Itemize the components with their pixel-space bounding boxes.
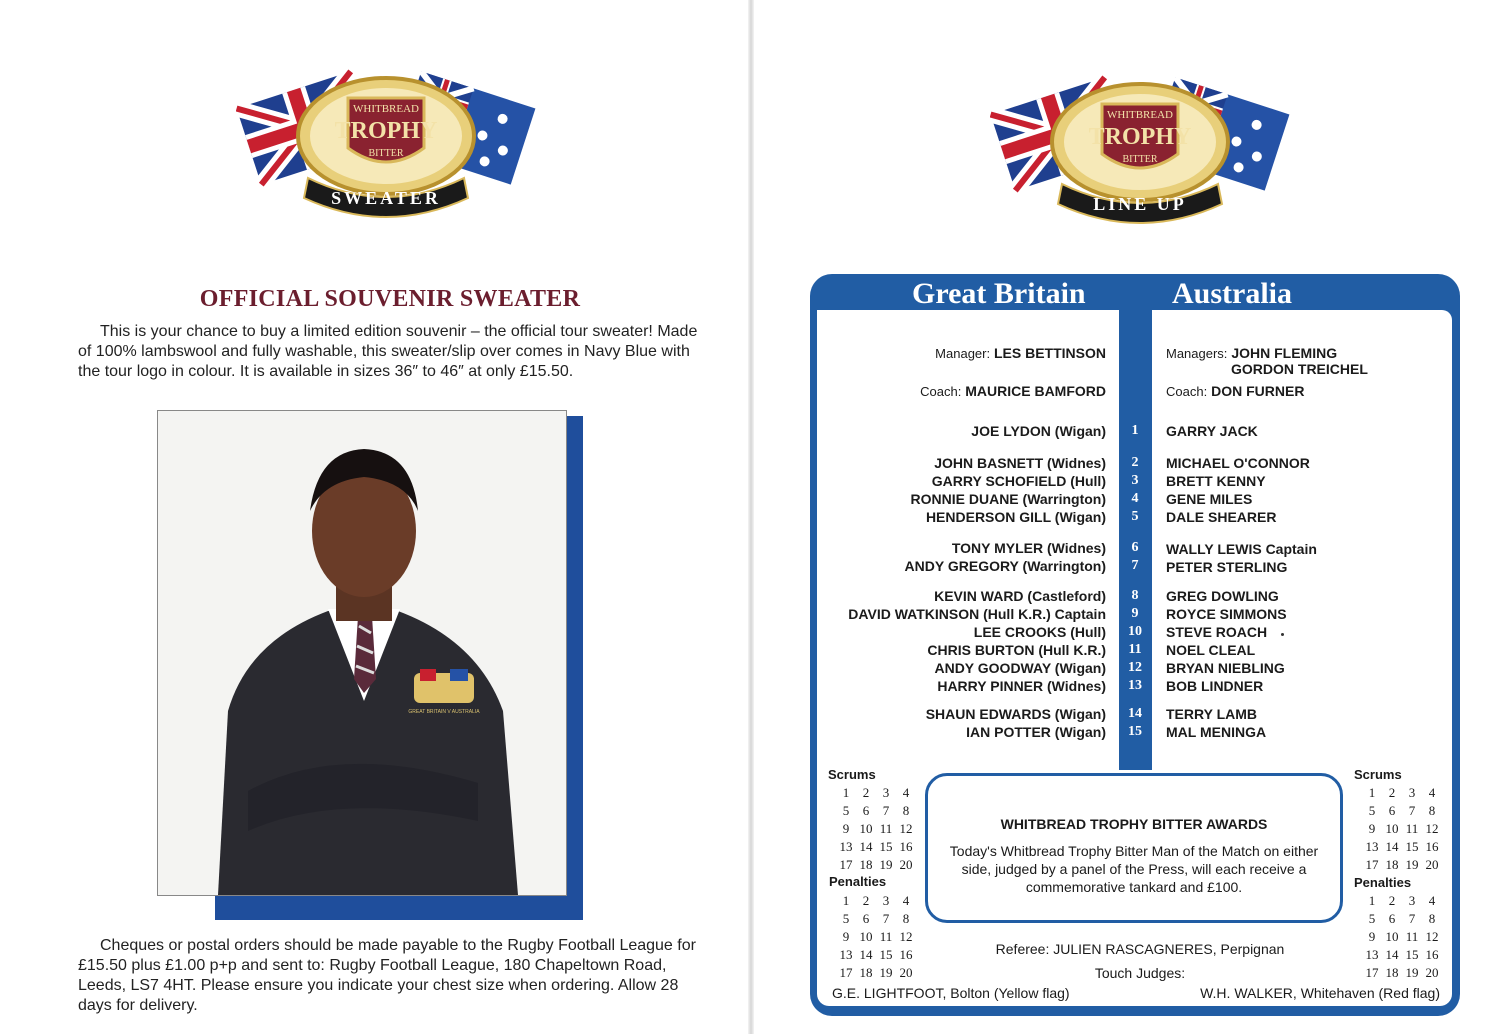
au-player: ROYCE SIMMONS bbox=[1166, 606, 1287, 622]
tally-number[interactable]: 6 bbox=[862, 911, 870, 926]
tally-number[interactable]: 5 bbox=[1368, 911, 1376, 926]
team-australia-title: Australia bbox=[1172, 277, 1292, 310]
au-manager-2: GORDON TREICHEL bbox=[1231, 361, 1368, 377]
gb-player: JOHN BASNETT (Widnes) bbox=[934, 455, 1106, 471]
tally-number[interactable]: 13 bbox=[839, 839, 853, 854]
tally-row bbox=[1362, 803, 1442, 819]
tally-number[interactable]: 2 bbox=[1388, 893, 1396, 908]
tally-row bbox=[1362, 821, 1442, 837]
shirt-number: 9 bbox=[1131, 606, 1139, 621]
tally-number[interactable]: 14 bbox=[1385, 947, 1399, 962]
tally-number[interactable]: 16 bbox=[1425, 947, 1439, 962]
tally-number[interactable]: 15 bbox=[1405, 839, 1419, 854]
tally-number[interactable]: 3 bbox=[1408, 785, 1416, 800]
tally-number[interactable]: 14 bbox=[859, 839, 873, 854]
tally-number[interactable]: 3 bbox=[1408, 893, 1416, 908]
right-scrums-label: Scrums bbox=[1354, 767, 1402, 782]
svg-text:WHITBREAD: WHITBREAD bbox=[1107, 109, 1173, 121]
tally-number[interactable]: 5 bbox=[842, 803, 850, 818]
touch-judge-left: G.E. LIGHTFOOT, Bolton (Yellow flag) bbox=[832, 985, 1070, 1001]
svg-text:TROPHY: TROPHY bbox=[334, 118, 438, 144]
tally-number[interactable]: 11 bbox=[879, 929, 893, 944]
tally-number[interactable]: 2 bbox=[862, 785, 870, 800]
tally-row bbox=[836, 839, 916, 855]
tally-number[interactable]: 19 bbox=[879, 857, 893, 872]
left-penalties-label: Penalties bbox=[829, 874, 887, 889]
tally-number[interactable]: 10 bbox=[859, 821, 873, 836]
tally-number[interactable]: 10 bbox=[1385, 821, 1399, 836]
tally-number[interactable]: 12 bbox=[899, 929, 913, 944]
shirt-number: 7 bbox=[1131, 558, 1139, 573]
tally-row bbox=[1362, 965, 1442, 981]
tally-number[interactable]: 18 bbox=[859, 857, 873, 872]
tally-number[interactable]: 12 bbox=[899, 821, 913, 836]
tally-number[interactable]: 8 bbox=[902, 803, 910, 818]
tally-number[interactable]: 8 bbox=[1428, 803, 1436, 818]
tally-row bbox=[1362, 785, 1442, 801]
order-instructions: Cheques or postal orders should be made payable to the Rugby Football League for £15.50 plus £1.00 p+p and sent to: Rugby Football League, 180 Chapeltown Road, Leeds, LS7 4HT. Please ensure you indicate your chest size when ordering. Allow 28 days for delivery. bbox=[78, 937, 696, 1014]
awards-body: Today's Whitbread Trophy Bitter Man of the Match on either side, judged by a panel of the Press, will each receive a commemorative tankard and £100. bbox=[949, 843, 1319, 895]
shirt-number: 4 bbox=[1131, 491, 1139, 506]
tally-number[interactable]: 1 bbox=[1368, 893, 1376, 908]
tally-row bbox=[836, 857, 916, 873]
stray-dot-mark bbox=[1281, 633, 1284, 636]
tally-row bbox=[1362, 893, 1442, 909]
tally-number[interactable]: 9 bbox=[1368, 929, 1376, 944]
tally-number[interactable]: 5 bbox=[1368, 803, 1376, 818]
tally-number[interactable]: 12 bbox=[1425, 929, 1439, 944]
tally-row bbox=[1362, 947, 1442, 963]
tally-number[interactable]: 16 bbox=[899, 839, 913, 854]
tally-number[interactable]: 17 bbox=[839, 965, 853, 980]
tally-number[interactable]: 4 bbox=[902, 893, 910, 908]
au-player: GARRY JACK bbox=[1166, 423, 1258, 439]
tally-number[interactable]: 1 bbox=[842, 785, 850, 800]
gb-manager: Manager: LES BETTINSON bbox=[935, 345, 1106, 361]
tally-number[interactable]: 4 bbox=[1428, 785, 1436, 800]
tally-number[interactable]: 8 bbox=[1428, 911, 1436, 926]
touch-judge-right: W.H. WALKER, Whitehaven (Red flag) bbox=[1200, 985, 1440, 1001]
tally-number[interactable]: 8 bbox=[902, 911, 910, 926]
tally-number[interactable]: 20 bbox=[899, 857, 913, 872]
tally-number[interactable]: 13 bbox=[839, 947, 853, 962]
gb-player: KEVIN WARD (Castleford) bbox=[934, 588, 1106, 604]
tally-number[interactable]: 20 bbox=[1425, 965, 1439, 980]
tally-number[interactable]: 20 bbox=[1425, 857, 1439, 872]
tally-number[interactable]: 19 bbox=[1405, 857, 1419, 872]
shirt-number: 10 bbox=[1128, 624, 1142, 639]
touch-judges-label: Touch Judges: bbox=[1094, 965, 1186, 981]
au-player: BRYAN NIEBLING bbox=[1166, 660, 1285, 676]
svg-text:SWEATER: SWEATER bbox=[331, 188, 441, 208]
gb-player: CHRIS BURTON (Hull K.R.) bbox=[927, 642, 1106, 658]
tally-number[interactable]: 11 bbox=[879, 821, 893, 836]
svg-text:GREAT BRITAIN V AUSTRALIA: GREAT BRITAIN V AUSTRALIA bbox=[408, 709, 480, 715]
tally-number[interactable]: 19 bbox=[879, 965, 893, 980]
shirt-number: 14 bbox=[1128, 706, 1142, 721]
tally-number[interactable]: 7 bbox=[882, 803, 890, 818]
gb-player: ANDY GOODWAY (Wigan) bbox=[934, 660, 1106, 676]
shirt-number: 3 bbox=[1131, 473, 1139, 488]
au-player: PETER STERLING bbox=[1166, 559, 1288, 575]
gb-player: TONY MYLER (Widnes) bbox=[951, 540, 1106, 556]
svg-text:LINE UP: LINE UP bbox=[1093, 194, 1187, 214]
tally-number[interactable]: 15 bbox=[879, 947, 893, 962]
tally-number[interactable]: 18 bbox=[1385, 965, 1399, 980]
tally-number[interactable]: 6 bbox=[1388, 911, 1396, 926]
au-player: STEVE ROACH bbox=[1166, 624, 1268, 640]
gb-player: DAVID WATKINSON (Hull K.R.) Captain bbox=[848, 606, 1106, 622]
tally-number[interactable]: 9 bbox=[1368, 821, 1376, 836]
tally-number[interactable]: 17 bbox=[839, 857, 853, 872]
tally-number[interactable]: 14 bbox=[859, 947, 873, 962]
page-title: OFFICIAL SOUVENIR SWEATER bbox=[199, 286, 581, 312]
tally-number[interactable]: 20 bbox=[899, 965, 913, 980]
shirt-number: 8 bbox=[1131, 588, 1139, 603]
tally-number[interactable]: 17 bbox=[1365, 965, 1379, 980]
tally-number[interactable]: 11 bbox=[1405, 929, 1419, 944]
gb-player: GARRY SCHOFIELD (Hull) bbox=[931, 473, 1106, 489]
shirt-number: 12 bbox=[1128, 660, 1142, 675]
gb-player: RONNIE DUANE (Warrington) bbox=[910, 491, 1106, 507]
svg-text:BITTER: BITTER bbox=[1122, 154, 1158, 165]
au-player: DALE SHEARER bbox=[1166, 509, 1277, 525]
svg-text:WHITBREAD: WHITBREAD bbox=[353, 103, 419, 115]
shirt-number: 11 bbox=[1128, 642, 1142, 657]
au-coach: Coach: DON FURNER bbox=[1166, 383, 1305, 399]
tally-row bbox=[1362, 857, 1442, 873]
tally-number[interactable]: 5 bbox=[842, 911, 850, 926]
tally-row bbox=[836, 803, 916, 819]
svg-text:BITTER: BITTER bbox=[368, 148, 404, 159]
tally-number[interactable]: 6 bbox=[862, 803, 870, 818]
awards-title: WHITBREAD TROPHY BITTER AWARDS bbox=[1000, 816, 1268, 832]
gb-player: IAN POTTER (Wigan) bbox=[966, 724, 1106, 740]
shirt-number: 15 bbox=[1128, 724, 1142, 739]
lineup-badge-logo bbox=[990, 64, 1290, 234]
sweater-badge-logo bbox=[236, 58, 536, 228]
gb-player: HARRY PINNER (Widnes) bbox=[937, 678, 1106, 694]
tally-row bbox=[836, 965, 916, 981]
tally-number[interactable]: 3 bbox=[882, 893, 890, 908]
tally-number[interactable]: 1 bbox=[842, 893, 850, 908]
gb-coach: Coach: MAURICE BAMFORD bbox=[920, 383, 1106, 399]
gb-player: JOE LYDON (Wigan) bbox=[971, 423, 1106, 439]
tally-number[interactable]: 15 bbox=[1405, 947, 1419, 962]
gb-player: ANDY GREGORY (Warrington) bbox=[904, 558, 1106, 574]
tally-number[interactable]: 4 bbox=[902, 785, 910, 800]
tally-row bbox=[836, 785, 916, 801]
au-player: WALLY LEWIS Captain bbox=[1166, 541, 1317, 557]
tally-number[interactable]: 12 bbox=[1425, 821, 1439, 836]
shirt-number: 13 bbox=[1128, 678, 1142, 693]
tally-number[interactable]: 4 bbox=[1428, 893, 1436, 908]
au-player: BOB LINDNER bbox=[1166, 678, 1264, 694]
right-penalties-label: Penalties bbox=[1354, 875, 1412, 890]
sweater-model-photo bbox=[157, 410, 567, 896]
tally-number[interactable]: 7 bbox=[1408, 911, 1416, 926]
gb-player: HENDERSON GILL (Wigan) bbox=[925, 509, 1106, 525]
tally-number[interactable]: 15 bbox=[879, 839, 893, 854]
au-player: GREG DOWLING bbox=[1166, 588, 1279, 604]
tally-number[interactable]: 14 bbox=[1385, 839, 1399, 854]
tally-row bbox=[836, 911, 916, 927]
tally-number[interactable]: 7 bbox=[882, 911, 890, 926]
tally-number[interactable]: 13 bbox=[1365, 839, 1379, 854]
gb-player: SHAUN EDWARDS (Wigan) bbox=[925, 706, 1106, 722]
au-player: NOEL CLEAL bbox=[1166, 642, 1256, 658]
left-scrums-label: Scrums bbox=[828, 767, 876, 782]
au-player: BRETT KENNY bbox=[1166, 473, 1266, 489]
shirt-number: 2 bbox=[1131, 455, 1139, 470]
au-player: MICHAEL O'CONNOR bbox=[1166, 455, 1310, 471]
au-managers: Managers: JOHN FLEMING bbox=[1166, 345, 1338, 361]
tally-number[interactable]: 10 bbox=[1385, 929, 1399, 944]
shirt-number: 6 bbox=[1131, 540, 1139, 555]
awards-box bbox=[925, 773, 1343, 923]
tally-number[interactable]: 2 bbox=[1388, 785, 1396, 800]
tally-row bbox=[1362, 839, 1442, 855]
sweater-crest-icon bbox=[414, 669, 474, 703]
tally-number[interactable]: 18 bbox=[859, 965, 873, 980]
shirt-number: 5 bbox=[1131, 509, 1139, 524]
tally-row bbox=[836, 929, 916, 945]
au-player: MAL MENINGA bbox=[1166, 724, 1267, 740]
tally-row bbox=[1362, 929, 1442, 945]
au-player: GENE MILES bbox=[1166, 491, 1253, 507]
tally-number[interactable]: 17 bbox=[1365, 857, 1379, 872]
tally-row bbox=[836, 947, 916, 963]
page-gutter bbox=[748, 0, 754, 1034]
tally-number[interactable]: 16 bbox=[1425, 839, 1439, 854]
tally-number[interactable]: 9 bbox=[842, 929, 850, 944]
tally-row bbox=[1362, 911, 1442, 927]
shirt-number: 1 bbox=[1131, 423, 1139, 438]
au-player: TERRY LAMB bbox=[1166, 706, 1257, 722]
referee: Referee: JULIEN RASCAGNERES, Perpignan bbox=[995, 941, 1285, 957]
tally-number[interactable]: 6 bbox=[1388, 803, 1396, 818]
tally-number[interactable]: 10 bbox=[859, 929, 873, 944]
tally-number[interactable]: 9 bbox=[842, 821, 850, 836]
gb-player: LEE CROOKS (Hull) bbox=[973, 624, 1106, 640]
tally-number[interactable]: 7 bbox=[1408, 803, 1416, 818]
sweater-description: This is your chance to buy a limited edition souvenir – the official tour sweater! Made of 100% lambswool and fully washable, this sweater/slip over comes in Navy Blue with the tour logo in colour. It is available in sizes 36″ to 46″ at only £15.50. bbox=[78, 323, 698, 380]
svg-text:TROPHY: TROPHY bbox=[1088, 124, 1192, 150]
tally-number[interactable]: 2 bbox=[862, 893, 870, 908]
tally-number[interactable]: 19 bbox=[1405, 965, 1419, 980]
tally-row bbox=[836, 893, 916, 909]
tally-number[interactable]: 18 bbox=[1385, 857, 1399, 872]
tally-row bbox=[836, 821, 916, 837]
tally-number[interactable]: 1 bbox=[1368, 785, 1376, 800]
tally-number[interactable]: 13 bbox=[1365, 947, 1379, 962]
tally-number[interactable]: 16 bbox=[899, 947, 913, 962]
tally-number[interactable]: 11 bbox=[1405, 821, 1419, 836]
team-great-britain-title: Great Britain bbox=[912, 277, 1086, 310]
tally-number[interactable]: 3 bbox=[882, 785, 890, 800]
